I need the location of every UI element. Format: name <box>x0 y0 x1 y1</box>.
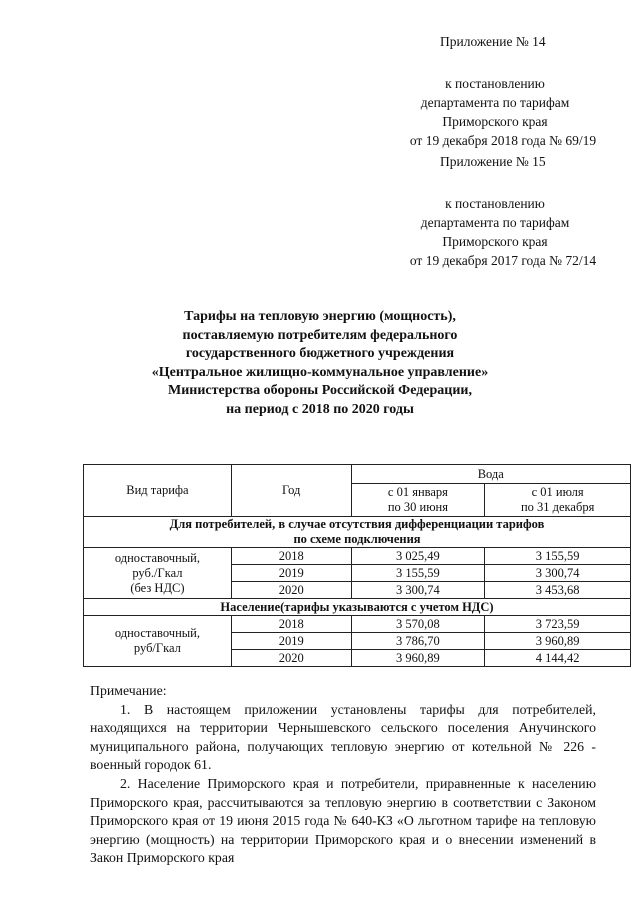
section-row <box>84 599 631 616</box>
tariff-type-cell: одноставочный, руб/Гкал <box>84 616 232 667</box>
year-cell: 2018 <box>231 548 351 565</box>
year-cell: 2019 <box>231 565 351 582</box>
value-cell: 3 025,49 <box>351 548 485 565</box>
tariff-table <box>83 464 631 667</box>
value-cell: 3 960,89 <box>485 633 631 650</box>
annex-15-block <box>370 152 620 268</box>
tariff-type-cell: одноставочный, руб./Гкал (без НДС) <box>84 548 232 599</box>
value-cell: 3 300,74 <box>351 582 485 599</box>
annex-line: к постановлению <box>445 196 545 211</box>
value-cell: 3 960,89 <box>351 650 485 667</box>
header-tariff-type: Вид тарифа <box>84 465 232 517</box>
annex-number: Приложение № 14 <box>440 34 546 49</box>
annex-14-block <box>370 32 620 148</box>
notes-section <box>90 682 596 868</box>
annex-number: Приложение № 15 <box>440 154 546 169</box>
title-line: Тарифы на тепловую энергию (мощность), <box>184 309 456 324</box>
table-header-row <box>84 465 631 484</box>
header-water: Вода <box>351 465 630 484</box>
annex-line: департамента по тарифам <box>420 215 570 230</box>
note-paragraph: 2. Население Приморского края и потребители, приравненные к населению Приморского края, рассчитываются за тепловую энергию в соответствии с Законом Приморского края от 19 июня 2015 года № 640-КЗ «О льготном тарифе на тепловую энергию (мощность) на территории Приморского края и о внесении изменений в Закон Приморского края <box>90 775 596 866</box>
value-cell: 3 453,68 <box>485 582 631 599</box>
year-cell: 2020 <box>231 650 351 667</box>
annex-line: от 19 декабря 2017 года № 72/14 <box>409 253 597 268</box>
section-row <box>84 517 631 548</box>
title-line: государственного бюджетного учреждения <box>185 346 455 361</box>
header-year: Год <box>231 465 351 517</box>
table-row <box>84 548 631 565</box>
title-line: Министерства обороны Российской Федерации, <box>167 383 472 398</box>
section-title: Для потребителей, в случае отсутствия дифференциации тарифов по схеме подключения <box>84 517 631 548</box>
year-cell: 2018 <box>231 616 351 633</box>
year-cell: 2019 <box>231 633 351 650</box>
value-cell: 3 155,59 <box>485 548 631 565</box>
table-row <box>84 616 631 633</box>
annex-line: от 19 декабря 2018 года № 69/19 <box>409 133 597 148</box>
annex-line: Приморского края <box>442 114 548 129</box>
annex-line: к постановлению <box>445 76 545 91</box>
value-cell: 3 786,70 <box>351 633 485 650</box>
section-title: Население(тарифы указываются с учетом НДС) <box>84 599 631 616</box>
title-line: «Центральное жилищно-коммунальное управление» <box>151 364 489 380</box>
value-cell: 3 723,59 <box>485 616 631 633</box>
notes-heading: Примечание: <box>90 683 167 698</box>
header-second-half: с 01 июля по 31 декабря <box>485 484 631 517</box>
year-cell: 2020 <box>231 582 351 599</box>
document-title <box>120 308 520 419</box>
value-cell: 3 570,08 <box>351 616 485 633</box>
annex-line: Приморского края <box>442 234 548 249</box>
value-cell: 4 144,42 <box>485 650 631 667</box>
title-line: поставляемую потребителям федерального <box>182 327 458 343</box>
header-first-half: с 01 января по 30 июня <box>351 484 485 517</box>
value-cell: 3 300,74 <box>485 565 631 582</box>
annex-line: департамента по тарифам <box>420 95 570 110</box>
note-paragraph: 1. В настоящем приложении установлены тарифы для потребителей, находящихся на территории Чернышевского сельского поселения Анучинского муниципального района, получающих тепловую энергию от котельной № 226 - военный городок 61. <box>90 701 596 773</box>
value-cell: 3 155,59 <box>351 565 485 582</box>
title-line: на период с 2018 по 2020 годы <box>226 401 414 417</box>
